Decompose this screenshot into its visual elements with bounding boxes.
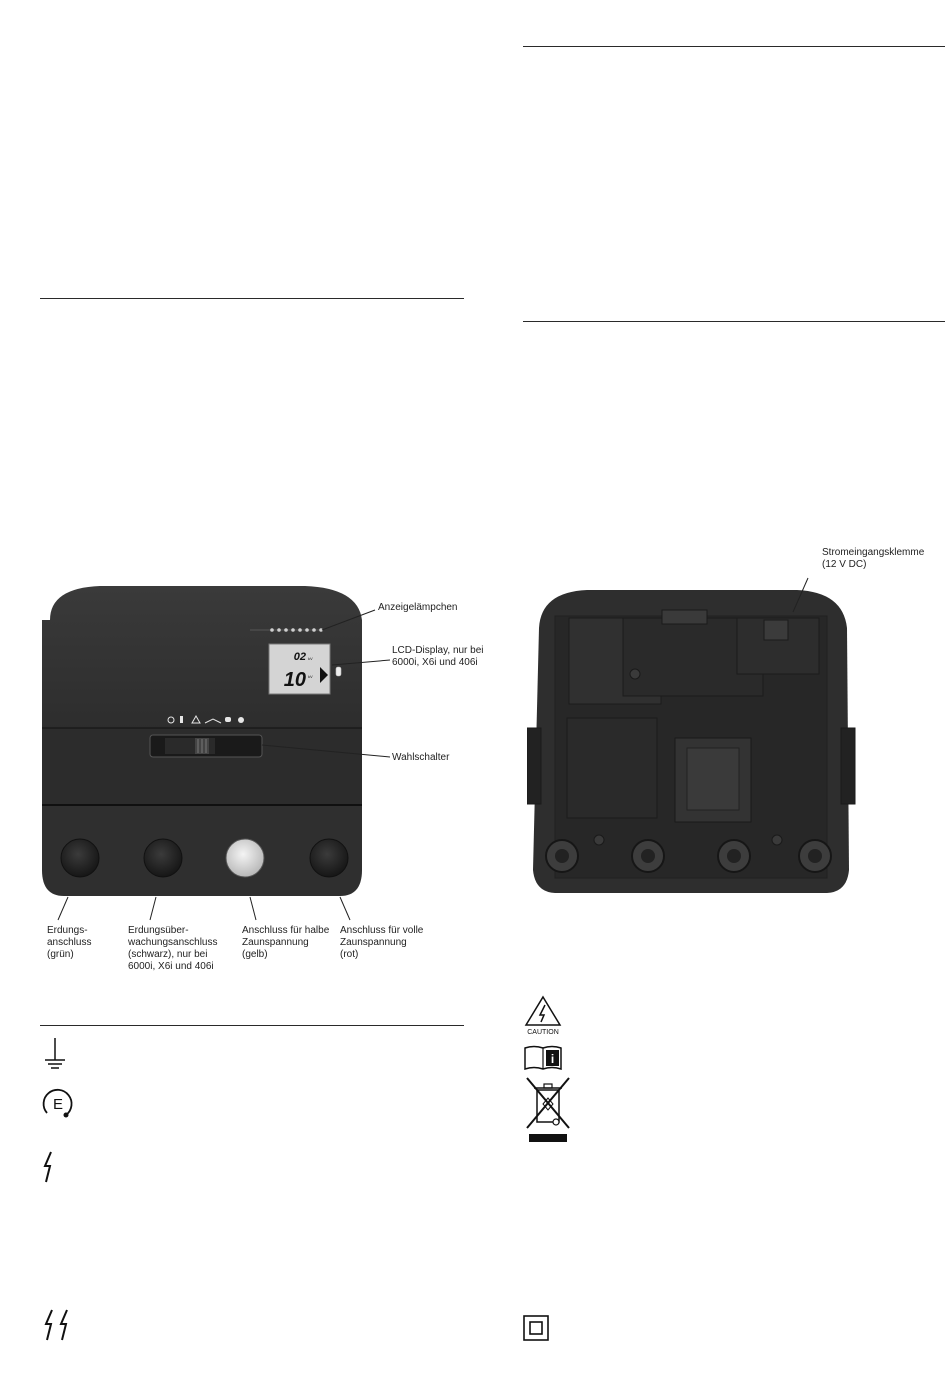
lcd-display-label-line1: LCD-Display, nur bei <box>392 645 484 656</box>
caution-text: CAUTION <box>527 1029 559 1036</box>
lightning-icon <box>41 1150 57 1184</box>
full-voltage-label-line3: (rot) <box>340 949 359 960</box>
lcd-top-unit: kV <box>308 656 313 661</box>
earth-terminal-label-line2: anschluss <box>47 937 92 948</box>
earth-monitor-label-line4: 6000i, X6i und 406i <box>128 961 214 972</box>
indicator-lights-label: Anzeigelämpchen <box>378 602 458 613</box>
lcd-main-unit: kV <box>308 674 313 679</box>
caution-icon <box>523 995 563 1037</box>
power-input-label-line1: Stromeingangsklemme <box>822 547 925 558</box>
full-voltage-label-line2: Zaunspannung <box>340 937 407 948</box>
weee-bin-icon <box>523 1076 573 1146</box>
half-voltage-label-line3: (gelb) <box>242 949 268 960</box>
earth-monitor-label-line2: wachungsanschluss <box>128 937 218 948</box>
earth-monitor-icon <box>40 1087 76 1121</box>
earth-monitor-label-line1: Erdungsüber- <box>128 925 189 936</box>
full-voltage-label-line1: Anschluss für volle <box>340 925 424 936</box>
earth-ground-icon <box>43 1036 67 1072</box>
lcd-display-label-line2: 6000i, X6i und 406i <box>392 657 478 668</box>
read-manual-icon <box>523 1044 563 1072</box>
half-voltage-label-line1: Anschluss für halbe <box>242 925 330 936</box>
earth-terminal-label-line1: Erdungs- <box>47 925 88 936</box>
power-input-label-line2: (12 V DC) <box>822 559 867 570</box>
earth-monitor-label-line3: (schwarz), nur bei <box>128 949 208 960</box>
earth-terminal-label-line3: (grün) <box>47 949 74 960</box>
power-input-label <box>822 547 924 571</box>
lcd-top-value: 02 <box>293 651 306 663</box>
lcd-main-value: 10 <box>283 669 306 691</box>
half-voltage-label-line2: Zaunspannung <box>242 937 309 948</box>
double-insulation-icon <box>522 1314 550 1342</box>
selector-switch-label: Wahlschalter <box>392 752 450 763</box>
svg-text:E: E <box>52 1096 64 1113</box>
info-letter: i <box>550 1052 555 1066</box>
double-lightning-icon <box>42 1308 74 1342</box>
